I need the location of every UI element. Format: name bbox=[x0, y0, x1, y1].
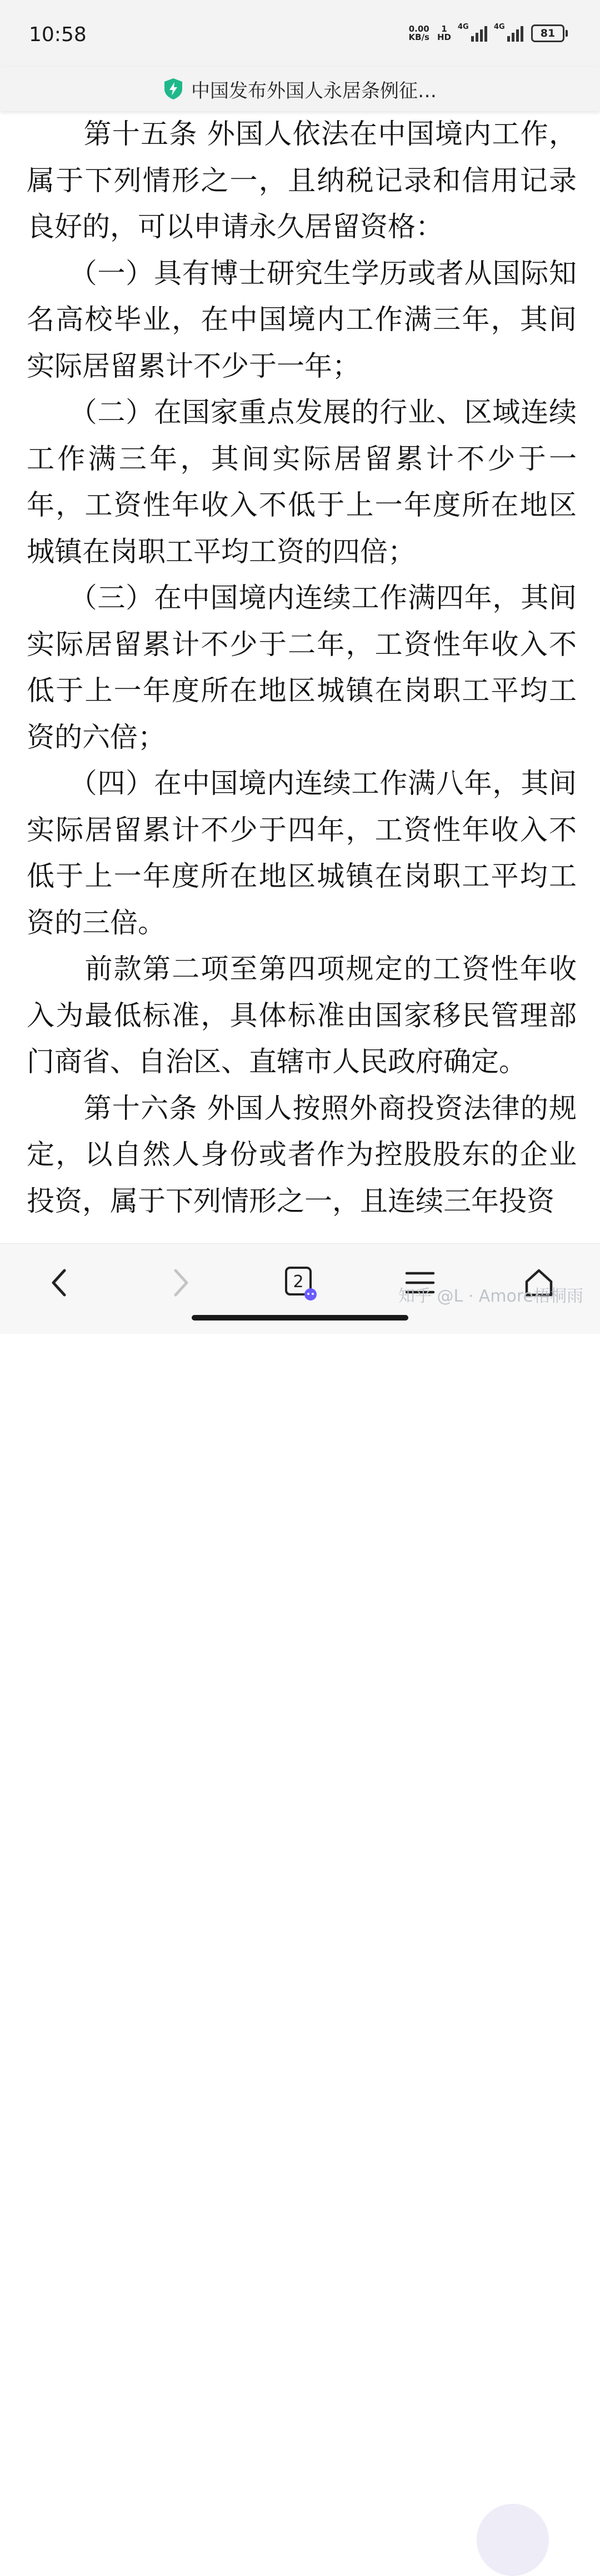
signal-icon-1 bbox=[459, 25, 487, 42]
status-bar bbox=[0, 0, 600, 67]
signal-bar bbox=[476, 33, 478, 42]
signal-bar bbox=[512, 33, 514, 42]
signal-bar bbox=[521, 26, 523, 42]
signal-icon-2 bbox=[495, 25, 523, 42]
hd-icon bbox=[437, 25, 451, 42]
signal-bar bbox=[507, 36, 510, 42]
signal-bar bbox=[484, 26, 487, 42]
battery-level: 81 bbox=[531, 24, 564, 42]
title-bar[interactable] bbox=[0, 67, 600, 111]
battery-tip bbox=[566, 30, 568, 37]
signal-bar bbox=[471, 36, 474, 42]
signal-1-label: 4G bbox=[458, 23, 469, 31]
signal-2-label: 4G bbox=[494, 23, 505, 31]
tab-count: 2 bbox=[293, 1272, 304, 1292]
page-title: 中国发布外国人永居条例征… bbox=[191, 79, 437, 102]
hd-top-label: 1 bbox=[441, 24, 447, 34]
home-indicator[interactable] bbox=[192, 1315, 408, 1320]
chevron-right-icon bbox=[170, 1267, 192, 1298]
article-paragraph: （四）在中国境内连续工作满八年，其间实际居留累计不少于四年，工资性年收入不低于上一年度所在地区城镇在岗职工平均工资的三倍。 bbox=[27, 767, 577, 939]
article-paragraph: 前款第二项至第四项规定的工资性年收入为最低标准，具体标准由国家移民管理部门商省、自治区、直辖市人民政府确定。 bbox=[27, 953, 577, 1078]
signal-bar bbox=[516, 29, 519, 42]
article-paragraph: （三）在中国境内连续工作满四年，其间实际居留累计不少于二年，工资性年收入不低于上一年度所在地区城镇在岗职工平均工资的六倍； bbox=[27, 582, 577, 753]
shield-lightning-icon bbox=[163, 78, 183, 100]
article-body bbox=[27, 111, 577, 1224]
hd-bottom-label: HD bbox=[437, 32, 451, 42]
article-paragraph: （二）在国家重点发展的行业、区域连续工作满三年，其间实际居留累计不少于一年，工资性年收入不低于上一年度所在地区城镇在岗职工平均工资的四倍； bbox=[27, 396, 577, 568]
battery-icon bbox=[531, 24, 568, 42]
forward-button[interactable] bbox=[159, 1261, 203, 1305]
tabs-button[interactable] bbox=[278, 1261, 322, 1305]
article-paragraph: 第十六条 外国人按照外商投资法律的规定，以自然人身份或者作为控股股东的企业投资，属于下列情形之一，且连续三年投资 bbox=[27, 1092, 577, 1217]
ghost-avatar bbox=[477, 2504, 549, 2576]
net-speed-value: 0.00 bbox=[408, 24, 429, 34]
back-button[interactable] bbox=[37, 1261, 81, 1305]
watermark: 知乎 @L · Amore梧桐雨 bbox=[398, 1287, 583, 1306]
article-paragraph: （一）具有博士研究生学历或者从国际知名高校毕业，在中国境内工作满三年，其间实际居留累计不少于一年； bbox=[27, 257, 577, 382]
signal-bar bbox=[480, 29, 483, 42]
tabs-icon bbox=[281, 1263, 319, 1302]
network-speed bbox=[409, 25, 429, 42]
status-icons bbox=[409, 24, 568, 42]
chevron-left-icon bbox=[48, 1267, 70, 1298]
status-time: 10:58 bbox=[29, 23, 87, 46]
article-paragraph: 第十五条 外国人依法在中国境内工作，属于下列情形之一，且纳税记录和信用记录良好的，可以申请永久居留资格： bbox=[27, 118, 577, 243]
net-speed-unit: KB/s bbox=[408, 32, 429, 42]
